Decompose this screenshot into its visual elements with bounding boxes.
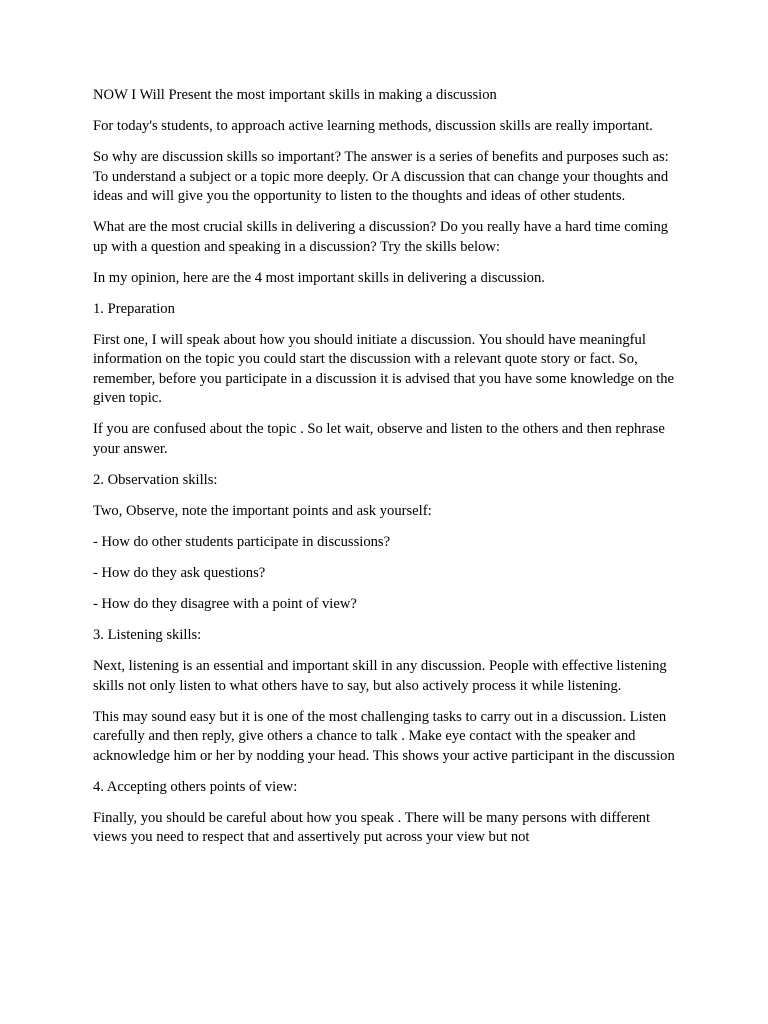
section-heading-listening: 3. Listening skills: [93, 626, 202, 643]
list-item: - How do they ask questions? [93, 564, 266, 581]
section-heading-preparation: 1. Preparation [93, 300, 175, 317]
paragraph-opinion: In my opinion, here are the 4 most important skills in delivering a discussion. [93, 269, 545, 286]
section-heading-observation: 2. Observation skills: [93, 472, 218, 489]
paragraph-observation: Two, Observe, note the important points and ask yourself: [93, 503, 432, 520]
paragraph-confused: If you are confused about the topic . So let wait, observe and listen to the others and then rephrase your answer. [93, 421, 665, 458]
paragraph-listening: Next, listening is an essential and important skill in any discussion. People with effective listening skills not only listen to what others have to say, but also actively process it while listening. [93, 657, 667, 694]
paragraph-why: So why are discussion skills so important? The answer is a series of benefits and purposes such as: To understand a subject or a topic more deeply. Or A discussion that can change your thoughts and ideas and will give you the opportunity to listen to the thoughts and ideas of other students. [93, 148, 669, 205]
paragraph-finally: Finally, you should be careful about how you speak . There will be many persons with different views you need to respect that and assertively put across your view but not [93, 809, 651, 846]
section-heading-accepting: 4. Accepting others points of view: [93, 778, 298, 795]
paragraph-challenging: This may sound easy but it is one of the most challenging tasks to carry out in a discussion. Listen carefully and then reply, give others a chance to talk . Make eye contact with the speaker and acknowledge him or her by nodding your head. This shows your active participant in the discussion [93, 708, 675, 764]
paragraph-importance: For today's students, to approach active learning methods, discussion skills are really important. [93, 117, 653, 134]
paragraph-question: What are the most crucial skills in delivering a discussion? Do you really have a hard time coming up with a question and speaking in a discussion? Try the skills below: [93, 219, 669, 255]
document-body [93, 86, 683, 859]
list-item: - How do other students participate in discussions? [93, 534, 391, 550]
intro-heading: NOW I Will Present the most important skills in making a discussion [93, 87, 497, 103]
paragraph-preparation: First one, I will speak about how you should initiate a discussion. You should have meaningful information on the topic you could start the discussion with a relevant quote story or fact. So, remember, before you participate in a discussion it is advised that you have some knowledge on the given topic. [93, 331, 674, 407]
list-item: - How do they disagree with a point of view? [93, 595, 357, 612]
